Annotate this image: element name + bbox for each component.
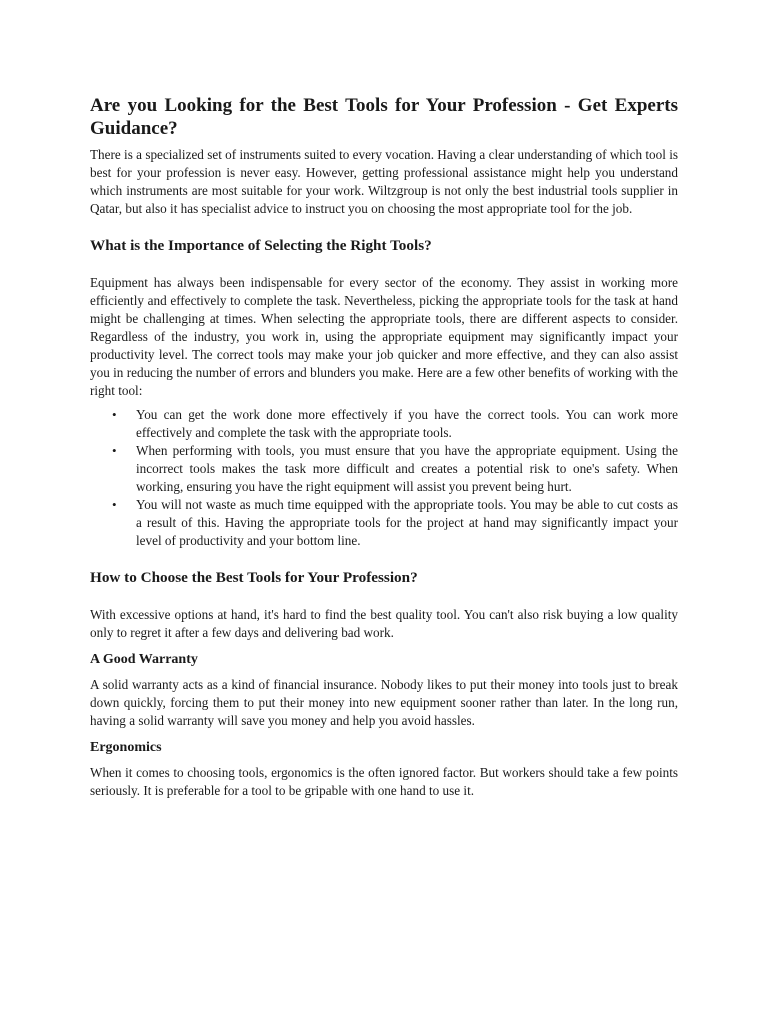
list-item: • When performing with tools, you must ensure that you have the appropriate equipment. Using the incorrect tools makes the task more difficult and creates a potential risk to one's safety. When working, ensuring you have the right equipment will assist you prevent being hurt. bbox=[136, 442, 678, 496]
choose-paragraph: With excessive options at hand, it's hard to find the best quality tool. You can't also risk buying a low quality only to regret it after a few days and delivering bad work. bbox=[90, 607, 678, 640]
benefits-list bbox=[90, 406, 678, 550]
section-heading-choose: How to Choose the Best Tools for Your Profession? bbox=[90, 569, 418, 586]
intro-paragraph: There is a specialized set of instruments suited to every vocation. Having a clear understanding of which tool is best for your profession is never easy. However, getting professional assistance might help you understand which instruments are most suitable for your work. Wiltzgroup is not only the best industrial tools supplier in Qatar, but also it has specialist advice to instruct you on choosing the most appropriate tool for the job. bbox=[90, 147, 678, 216]
ergonomics-paragraph: When it comes to choosing tools, ergonomics is the often ignored factor. But workers should take a few points seriously. It is preferable for a tool to be gripable with one hand to use it. bbox=[90, 765, 678, 798]
subheading-warranty: A Good Warranty bbox=[90, 652, 198, 667]
warranty-paragraph: A solid warranty acts as a kind of financial insurance. Nobody likes to put their money into tools just to break down quickly, forcing them to put their money into new equipment sooner rather than later. In the long run, having a solid warranty will save you money and help you avoid hassles. bbox=[90, 677, 678, 728]
importance-paragraph: Equipment has always been indispensable for every sector of the economy. They assist in working more efficiently and effectively to complete the task. Nevertheless, picking the appropriate tools for the task at hand might be challenging at times. When selecting the appropriate tools, there are different aspects to consider. Regardless of the industry, you work in, using the appropriate equipment may significantly impact your productivity level. The correct tools may make your job quicker and more effective, and they can also assist you in reducing the number of errors and blunders you make. Here are a few other benefits of working with the right tool: bbox=[90, 275, 678, 398]
subheading-ergonomics: Ergonomics bbox=[90, 740, 162, 755]
page-title: Are you Looking for the Best Tools for Your Profession - Get Experts Guidance? bbox=[90, 95, 678, 139]
section-heading-importance: What is the Importance of Selecting the Right Tools? bbox=[90, 237, 432, 254]
list-item: • You will not waste as much time equipped with the appropriate tools. You may be able to cut costs as a result of this. Having the appropriate tools for the project at hand may significantly impact your level of productivity and your bottom line. bbox=[136, 496, 678, 550]
list-item: • You can get the work done more effectively if you have the correct tools. You can work more effectively and complete the task with the appropriate tools. bbox=[136, 406, 678, 442]
